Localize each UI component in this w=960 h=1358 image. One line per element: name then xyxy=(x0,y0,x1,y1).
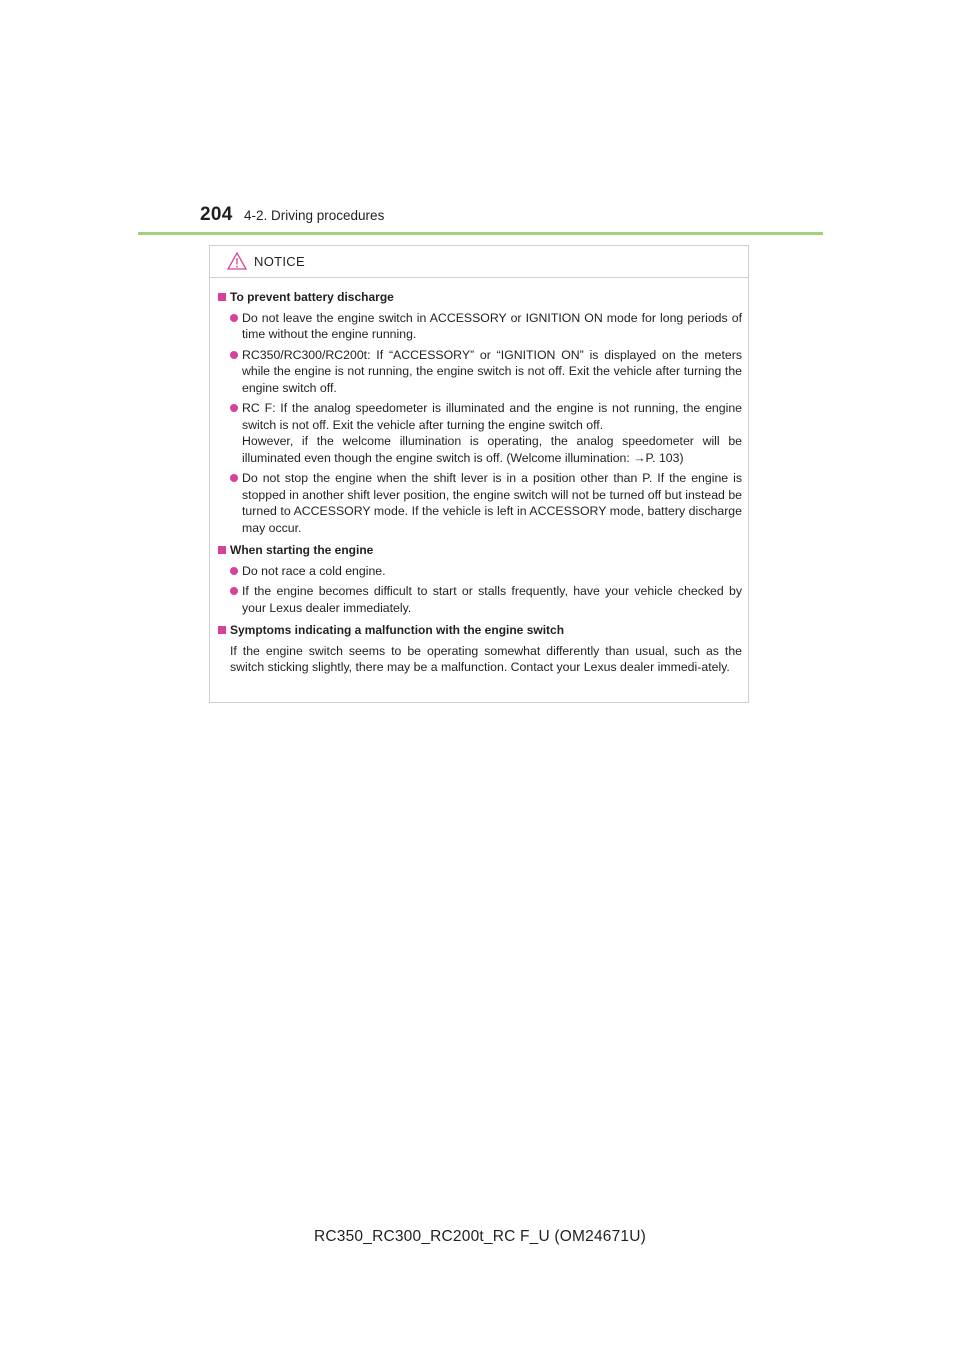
warning-triangle-icon xyxy=(227,252,247,270)
list-item xyxy=(218,470,742,536)
subhead xyxy=(218,542,742,559)
square-bullet-icon xyxy=(218,626,226,634)
subhead xyxy=(218,622,742,639)
round-bullet-icon xyxy=(230,404,238,412)
round-bullet-icon xyxy=(230,587,238,595)
subhead-text: Symptoms indicating a malfunction with the engine switch xyxy=(230,623,565,637)
list-item xyxy=(218,583,742,616)
square-bullet-icon xyxy=(218,546,226,554)
page-number: 204 xyxy=(200,204,233,225)
section-title: 4-2. Driving procedures xyxy=(244,208,385,223)
list-item xyxy=(218,563,742,580)
list-item-text: Do not leave the engine switch in ACCESSORY or IGNITION ON mode for long periods of time without the engine running. xyxy=(242,310,742,341)
round-bullet-icon xyxy=(230,474,238,482)
list-item xyxy=(218,347,742,397)
notice-group-starting xyxy=(218,542,742,616)
list-item xyxy=(218,310,742,343)
subhead-text: When starting the engine xyxy=(230,543,374,557)
square-bullet-icon xyxy=(218,293,226,301)
notice-header xyxy=(210,246,748,278)
header-rule xyxy=(138,232,823,235)
list-item-continuation: However, if the welcome illumination is operating, the analog speedometer will be illuminated even though the engine switch is off. (Welcome illumination: →P. 103) xyxy=(242,434,742,465)
list-item-text: Do not stop the engine when the shift lever is in a position other than P. If the engine is stopped in another shift lever position, the engine switch will not be turned off but instead be turned to ACCESSORY mode. If the vehicle is left in ACCESSORY mode, battery discharge may occur. xyxy=(242,471,742,535)
list-item-text: RC350/RC300/RC200t: If “ACCESSORY” or “IGNITION ON” is displayed on the meters while the engine is not running, the engine switch is not off. Exit the vehicle after turning the engine switch off. xyxy=(242,347,742,395)
list-item-text: Do not race a cold engine. xyxy=(242,563,386,578)
round-bullet-icon xyxy=(230,314,238,322)
list-item-text: If the engine becomes difficult to start or stalls frequently, have your vehicle checked by your Lexus dealer immediately. xyxy=(242,584,742,615)
round-bullet-icon xyxy=(230,567,238,575)
notice-group-battery xyxy=(218,289,742,536)
notice-body xyxy=(210,278,748,676)
round-bullet-icon xyxy=(230,351,238,359)
subhead xyxy=(218,289,742,306)
notice-box xyxy=(209,245,749,703)
list-item-text: RC F: If the analog speedometer is illuminated and the engine is not running, the engine switch is not off. Exit the vehicle after turning the engine switch off. xyxy=(242,401,742,432)
footer-model-code: RC350_RC300_RC200t_RC F_U (OM24671U) xyxy=(314,1228,646,1245)
notice-label: NOTICE xyxy=(254,254,305,269)
notice-group-malfunction xyxy=(218,622,742,676)
paragraph: If the engine switch seems to be operating somewhat differently than usual, such as the switch sticking slightly, there may be a malfunction. Contact your Lexus dealer immedi-ately. xyxy=(230,643,742,674)
list-item xyxy=(218,400,742,466)
subhead-text: To prevent battery discharge xyxy=(230,290,394,304)
